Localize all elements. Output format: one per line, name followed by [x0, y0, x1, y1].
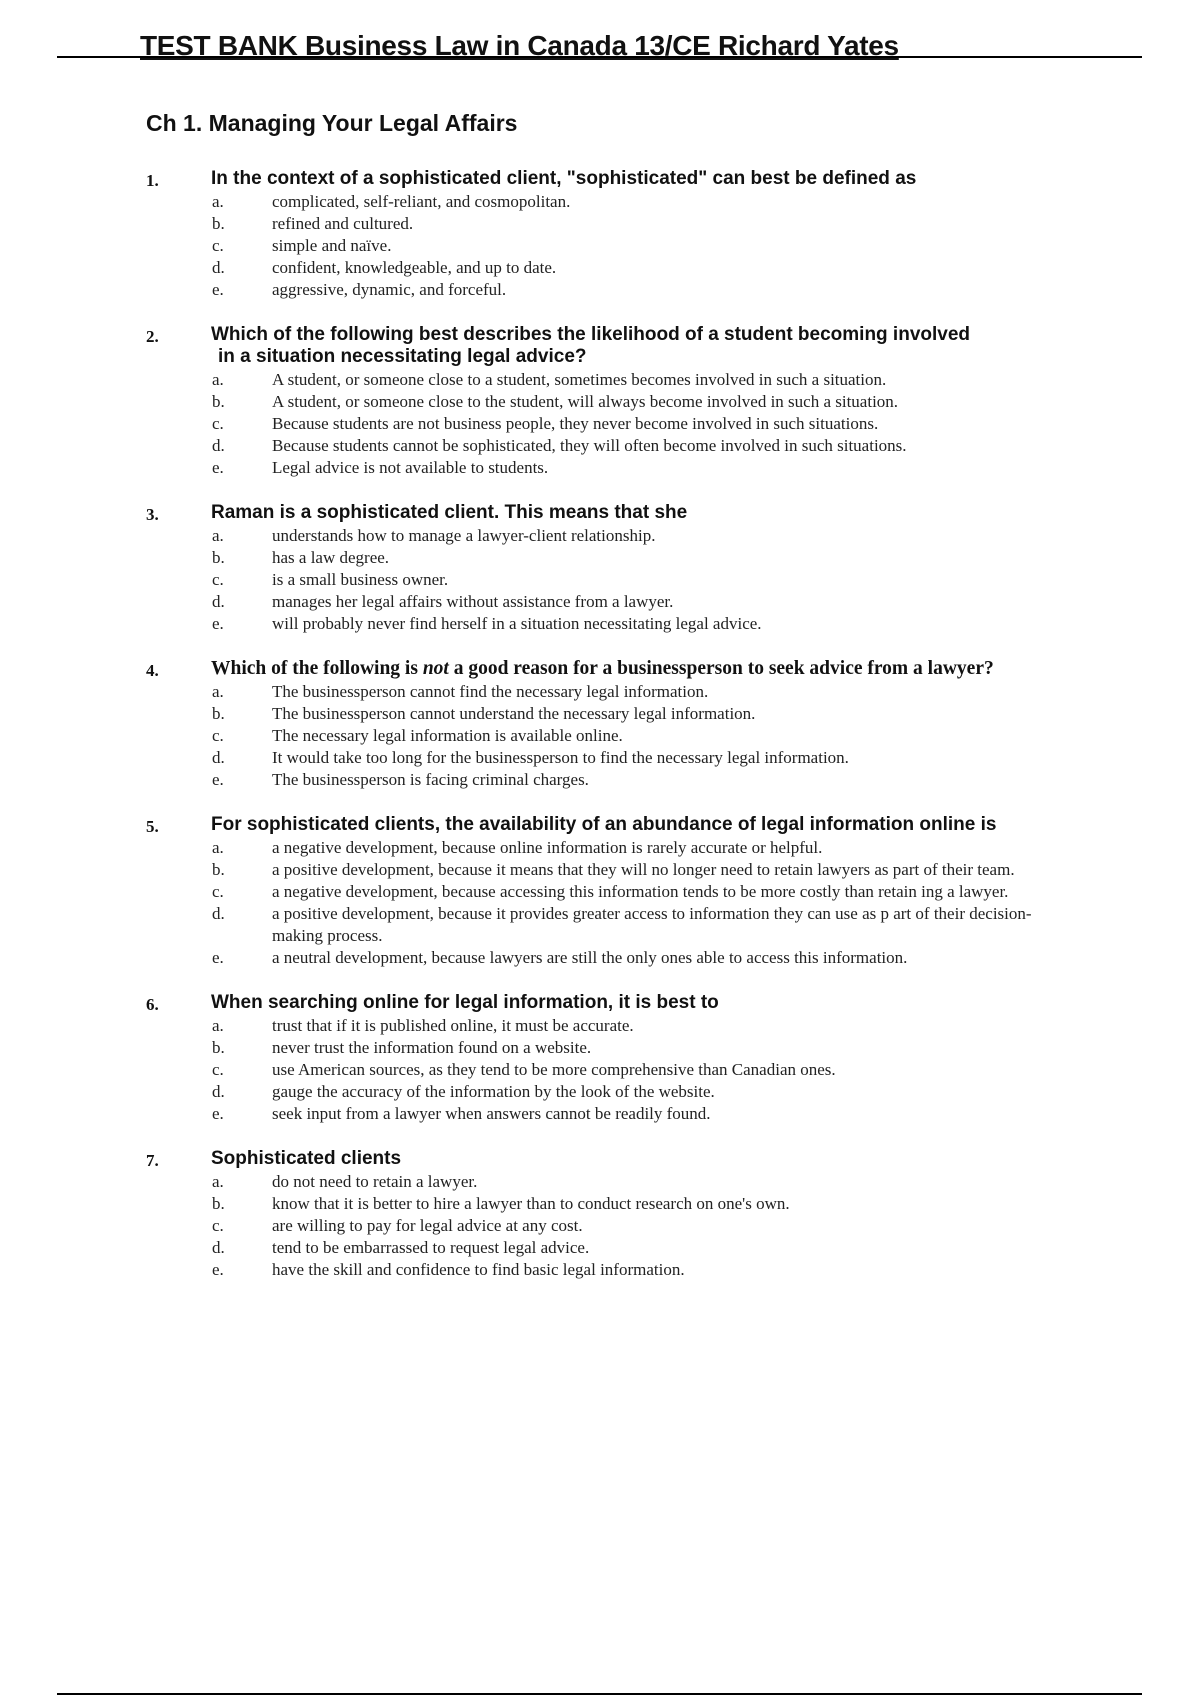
question-stem-line: in a situation necessitating legal advice?	[218, 346, 587, 367]
option-letter: a.	[212, 370, 224, 389]
question-5	[0, 814, 1200, 969]
chapter-title: Ch 1. Managing Your Legal Affairs	[146, 110, 518, 136]
option-letter: a.	[212, 192, 224, 211]
option-letter: b.	[212, 1194, 225, 1213]
answer-option	[0, 413, 1200, 435]
answer-option	[0, 1015, 1200, 1037]
option-text: A student, or someone close to a student, sometimes becomes involved in such a situation.	[272, 370, 887, 389]
option-text: is a small business owner.	[272, 570, 449, 589]
answer-option	[0, 435, 1200, 457]
option-text: The necessary legal information is available online.	[272, 726, 623, 745]
answer-option	[0, 457, 1200, 479]
answer-option	[0, 1059, 1200, 1081]
question-number: 3.	[146, 505, 159, 524]
question-1	[0, 168, 1200, 301]
answer-option	[0, 613, 1200, 635]
question-stem: When searching online for legal information, it is best to	[211, 992, 719, 1013]
question-stem: For sophisticated clients, the availability of an abundance of legal information online is	[211, 814, 997, 835]
option-letter: a.	[212, 838, 224, 857]
answer-option	[0, 191, 1200, 213]
option-letter: b.	[212, 704, 225, 723]
question-list	[0, 168, 1200, 1304]
question-stem: In the context of a sophisticated client, "sophisticated" can best be defined as	[211, 168, 917, 189]
question-stem-line: Which of the following best describes the likelihood of a student becoming involved	[211, 324, 971, 345]
option-text: a positive development, because it means that they will no longer need to retain lawyers as part of their team.	[272, 860, 1015, 879]
option-text: will probably never find herself in a situation necessitating legal advice.	[272, 614, 762, 633]
option-text: have the skill and confidence to find basic legal information.	[272, 1260, 685, 1279]
option-text: The businessperson cannot find the necessary legal information.	[272, 682, 709, 701]
option-text: aggressive, dynamic, and forceful.	[272, 280, 507, 299]
option-letter: e.	[212, 280, 224, 299]
option-text: a negative development, because accessing this information tends to be more costly than retain ing a lawyer.	[272, 882, 1009, 901]
question-6	[0, 992, 1200, 1125]
answer-option	[0, 1171, 1200, 1193]
answer-option	[0, 903, 1200, 947]
option-text: refined and cultured.	[272, 214, 414, 233]
option-text: never trust the information found on a website.	[272, 1038, 592, 1057]
question-stem-text: Which of the following is	[211, 658, 423, 679]
option-text: use American sources, as they tend to be more comprehensive than Canadian ones.	[272, 1060, 836, 1079]
question-stem	[211, 658, 1091, 680]
answer-option	[0, 235, 1200, 257]
answer-option	[0, 1259, 1200, 1281]
option-text: simple and naïve.	[272, 236, 392, 255]
answer-option	[0, 591, 1200, 613]
answer-option	[0, 1215, 1200, 1237]
option-letter: a.	[212, 1016, 224, 1035]
option-letter: c.	[212, 570, 224, 589]
answer-option	[0, 837, 1200, 859]
question-number: 6.	[146, 995, 159, 1014]
answer-option	[0, 279, 1200, 301]
option-letter: e.	[212, 948, 224, 967]
option-text: complicated, self-reliant, and cosmopolitan.	[272, 192, 571, 211]
answer-option	[0, 947, 1200, 969]
answer-option	[0, 725, 1200, 747]
answer-option	[0, 1037, 1200, 1059]
answer-option	[0, 525, 1200, 547]
option-letter: b.	[212, 392, 225, 411]
question-stem: Sophisticated clients	[211, 1148, 402, 1169]
option-text: manages her legal affairs without assistance from a lawyer.	[272, 592, 674, 611]
question-stem	[211, 324, 1091, 368]
option-letter: e.	[212, 1104, 224, 1123]
option-letter: b.	[212, 214, 225, 233]
option-text: has a law degree.	[272, 548, 390, 567]
answer-option	[0, 881, 1200, 903]
option-text: a positive development, because it provides greater access to information they can use as p art of their decision-making process.	[272, 904, 1032, 945]
option-letter: b.	[212, 548, 225, 567]
question-3	[0, 502, 1200, 635]
answer-option	[0, 769, 1200, 791]
option-letter: a.	[212, 682, 224, 701]
question-number: 1.	[146, 171, 159, 190]
option-text: are willing to pay for legal advice at any cost.	[272, 1216, 583, 1235]
option-text: gauge the accuracy of the information by the look of the website.	[272, 1082, 715, 1101]
option-letter: c.	[212, 414, 224, 433]
option-text: confident, knowledgeable, and up to date.	[272, 258, 557, 277]
option-text: a negative development, because online information is rarely accurate or helpful.	[272, 838, 823, 857]
option-text: do not need to retain a lawyer.	[272, 1172, 478, 1191]
option-letter: d.	[212, 1238, 225, 1257]
option-letter: d.	[212, 258, 225, 277]
question-number: 2.	[146, 327, 159, 346]
answer-option	[0, 547, 1200, 569]
footer-rule	[57, 1693, 1142, 1695]
question-2	[0, 324, 1200, 479]
question-number: 5.	[146, 817, 159, 836]
answer-option	[0, 859, 1200, 881]
option-letter: d.	[212, 436, 225, 455]
option-text: trust that if it is published online, it must be accurate.	[272, 1016, 634, 1035]
option-letter: c.	[212, 726, 224, 745]
option-letter: d.	[212, 1082, 225, 1101]
option-letter: a.	[212, 526, 224, 545]
option-letter: e.	[212, 1260, 224, 1279]
option-text: know that it is better to hire a lawyer than to conduct research on one's own.	[272, 1194, 790, 1213]
option-letter: e.	[212, 614, 224, 633]
answer-option	[0, 1103, 1200, 1125]
option-text: The businessperson is facing criminal charges.	[272, 770, 589, 789]
option-text: seek input from a lawyer when answers cannot be readily found.	[272, 1104, 711, 1123]
answer-option	[0, 213, 1200, 235]
question-stem: Raman is a sophisticated client. This means that she	[211, 502, 688, 523]
answer-option	[0, 369, 1200, 391]
option-letter: e.	[212, 770, 224, 789]
option-letter: c.	[212, 236, 224, 255]
answer-option	[0, 391, 1200, 413]
option-letter: b.	[212, 1038, 225, 1057]
option-letter: e.	[212, 458, 224, 477]
option-letter: d.	[212, 748, 225, 767]
answer-option	[0, 703, 1200, 725]
option-text: It would take too long for the businessperson to find the necessary legal information.	[272, 748, 849, 767]
document-title: TEST BANK Business Law in Canada 13/CE Richard Yates	[140, 30, 899, 61]
option-text: tend to be embarrassed to request legal advice.	[272, 1238, 590, 1257]
option-text: understands how to manage a lawyer-client relationship.	[272, 526, 656, 545]
option-text: The businessperson cannot understand the necessary legal information.	[272, 704, 756, 723]
answer-option	[0, 1237, 1200, 1259]
answer-option	[0, 569, 1200, 591]
option-letter: c.	[212, 1216, 224, 1235]
option-letter: a.	[212, 1172, 224, 1191]
option-letter: d.	[212, 904, 225, 923]
answer-option	[0, 1193, 1200, 1215]
question-stem-text: a good reason for a businessperson to seek advice from a lawyer?	[448, 658, 994, 679]
answer-option	[0, 747, 1200, 769]
option-letter: c.	[212, 1060, 224, 1079]
question-number: 4.	[146, 661, 159, 680]
question-number: 7.	[146, 1151, 159, 1170]
question-7	[0, 1148, 1200, 1281]
option-letter: b.	[212, 860, 225, 879]
option-text: A student, or someone close to the student, will always become involved in such a situation.	[272, 392, 899, 411]
question-stem-emphasis: not	[422, 658, 449, 679]
answer-option	[0, 681, 1200, 703]
option-text: Because students cannot be sophisticated, they will often become involved in such situations.	[272, 436, 907, 455]
option-text: Because students are not business people, they never become involved in such situations.	[272, 414, 879, 433]
option-text: a neutral development, because lawyers are still the only ones able to access this information.	[272, 948, 908, 967]
answer-option	[0, 1081, 1200, 1103]
option-text: Legal advice is not available to students.	[272, 458, 549, 477]
question-4	[0, 658, 1200, 791]
answer-option	[0, 257, 1200, 279]
option-letter: d.	[212, 592, 225, 611]
option-letter: c.	[212, 882, 224, 901]
